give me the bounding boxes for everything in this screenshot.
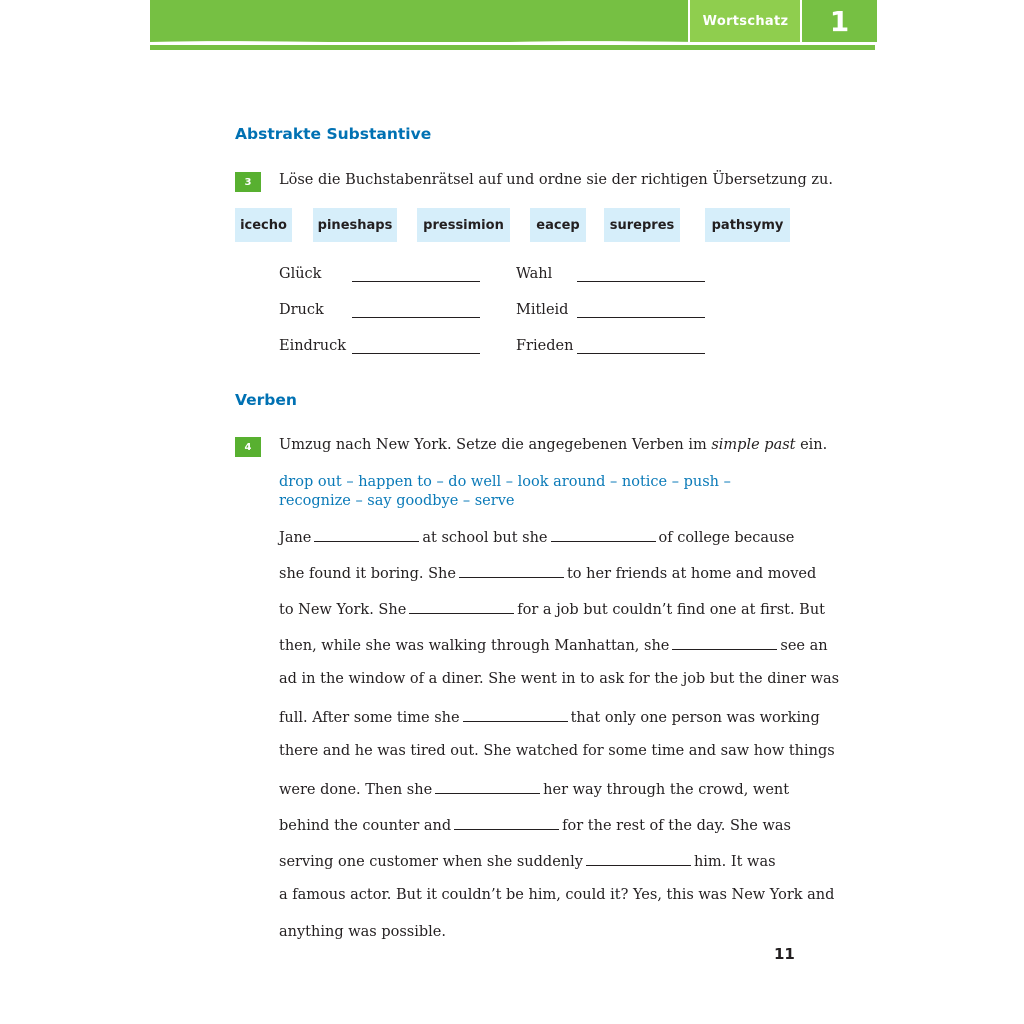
text-segment: there and he was tired out. She watched for some time and saw how things bbox=[279, 743, 835, 759]
answer-blank[interactable] bbox=[672, 635, 777, 650]
text-line bbox=[279, 743, 835, 759]
match-word-left: Glück bbox=[279, 266, 322, 282]
word-chip: pineshaps bbox=[313, 208, 397, 242]
text-line bbox=[279, 635, 828, 654]
word-chip: pathsymy bbox=[705, 208, 790, 242]
text-segment: behind the counter and bbox=[279, 818, 452, 834]
section-title-abstrakte-substantive: Abstrakte Substantive bbox=[235, 125, 432, 143]
text-segment: to her friends at home and moved bbox=[566, 566, 817, 582]
instruction-start: Umzug nach New York. Setze die angegebenen Verben im bbox=[279, 437, 712, 453]
task-3-instruction: Löse die Buchstabenrätsel auf und ordne sie der richtigen Übersetzung zu. bbox=[279, 172, 833, 188]
task-badge-4: 4 bbox=[235, 437, 261, 457]
match-word-right: Mitleid bbox=[516, 302, 569, 318]
section-title-verben: Verben bbox=[235, 391, 297, 409]
answer-blank[interactable] bbox=[459, 563, 564, 578]
text-line bbox=[279, 671, 839, 687]
instruction-emphasis: simple past bbox=[711, 437, 796, 453]
answer-blank[interactable] bbox=[551, 527, 656, 542]
text-line bbox=[279, 779, 789, 798]
text-segment: her way through the crowd, went bbox=[543, 782, 790, 798]
header-stripe bbox=[150, 45, 875, 50]
text-segment: serving one customer when she suddenly bbox=[279, 854, 583, 870]
answer-blank[interactable] bbox=[352, 317, 480, 318]
answer-blank[interactable] bbox=[577, 281, 705, 282]
text-segment: see an bbox=[780, 638, 828, 654]
text-line bbox=[279, 887, 834, 903]
word-chip: eacep bbox=[530, 208, 586, 242]
answer-blank[interactable] bbox=[454, 815, 559, 830]
match-word-left: Druck bbox=[279, 302, 324, 318]
text-segment: for a job but couldn’t find one at first. But bbox=[517, 602, 826, 618]
match-word-right: Wahl bbox=[516, 266, 553, 282]
answer-blank[interactable] bbox=[352, 281, 480, 282]
text-line bbox=[279, 851, 776, 870]
text-line bbox=[279, 599, 825, 618]
answer-blank[interactable] bbox=[577, 353, 705, 354]
answer-blank[interactable] bbox=[586, 851, 691, 866]
text-segment: were done. Then she bbox=[279, 782, 433, 798]
answer-blank[interactable] bbox=[314, 527, 419, 542]
instruction-end: ein. bbox=[795, 437, 828, 453]
text-segment: Jane bbox=[279, 530, 312, 546]
text-segment: then, while she was walking through Manhattan, she bbox=[279, 638, 670, 654]
answer-blank[interactable] bbox=[435, 779, 540, 794]
text-segment: ad in the window of a diner. She went in to ask for the job but the diner was bbox=[279, 671, 840, 687]
text-line bbox=[279, 815, 791, 834]
text-segment: a famous actor. But it couldn’t be him, could it? Yes, this was New York and bbox=[279, 887, 835, 903]
task-badge-3: 3 bbox=[235, 172, 261, 192]
word-chip: pressimion bbox=[417, 208, 510, 242]
word-chip: icecho bbox=[235, 208, 292, 242]
text-segment: at school but she bbox=[422, 530, 548, 546]
answer-blank[interactable] bbox=[577, 317, 705, 318]
text-line bbox=[279, 527, 794, 546]
match-word-right: Frieden bbox=[516, 338, 574, 354]
answer-blank[interactable] bbox=[463, 707, 568, 722]
text-segment: him. It was bbox=[693, 854, 776, 870]
text-segment: that only one person was working bbox=[570, 710, 820, 726]
text-segment: of college because bbox=[658, 530, 795, 546]
match-word-left: Eindruck bbox=[279, 338, 347, 354]
text-segment: anything was possible. bbox=[279, 924, 446, 940]
text-segment: full. After some time she bbox=[279, 710, 460, 726]
chapter-label: Wortschatz bbox=[688, 0, 801, 42]
chapter-number: 1 bbox=[800, 0, 877, 42]
answer-blank[interactable] bbox=[409, 599, 514, 614]
verb-list: drop out – happen to – do well – look around – notice – push – recognize – say goodbye – serve bbox=[279, 474, 731, 509]
page-number: 11 bbox=[774, 945, 795, 963]
text-segment: for the rest of the day. She was bbox=[562, 818, 791, 834]
text-segment: to New York. She bbox=[279, 602, 407, 618]
text-segment: she found it boring. She bbox=[279, 566, 456, 582]
text-line bbox=[279, 707, 820, 726]
word-chip: surepres bbox=[604, 208, 680, 242]
text-line bbox=[279, 924, 446, 940]
task-4-instruction bbox=[279, 437, 827, 453]
answer-blank[interactable] bbox=[352, 353, 480, 354]
text-line bbox=[279, 563, 816, 582]
